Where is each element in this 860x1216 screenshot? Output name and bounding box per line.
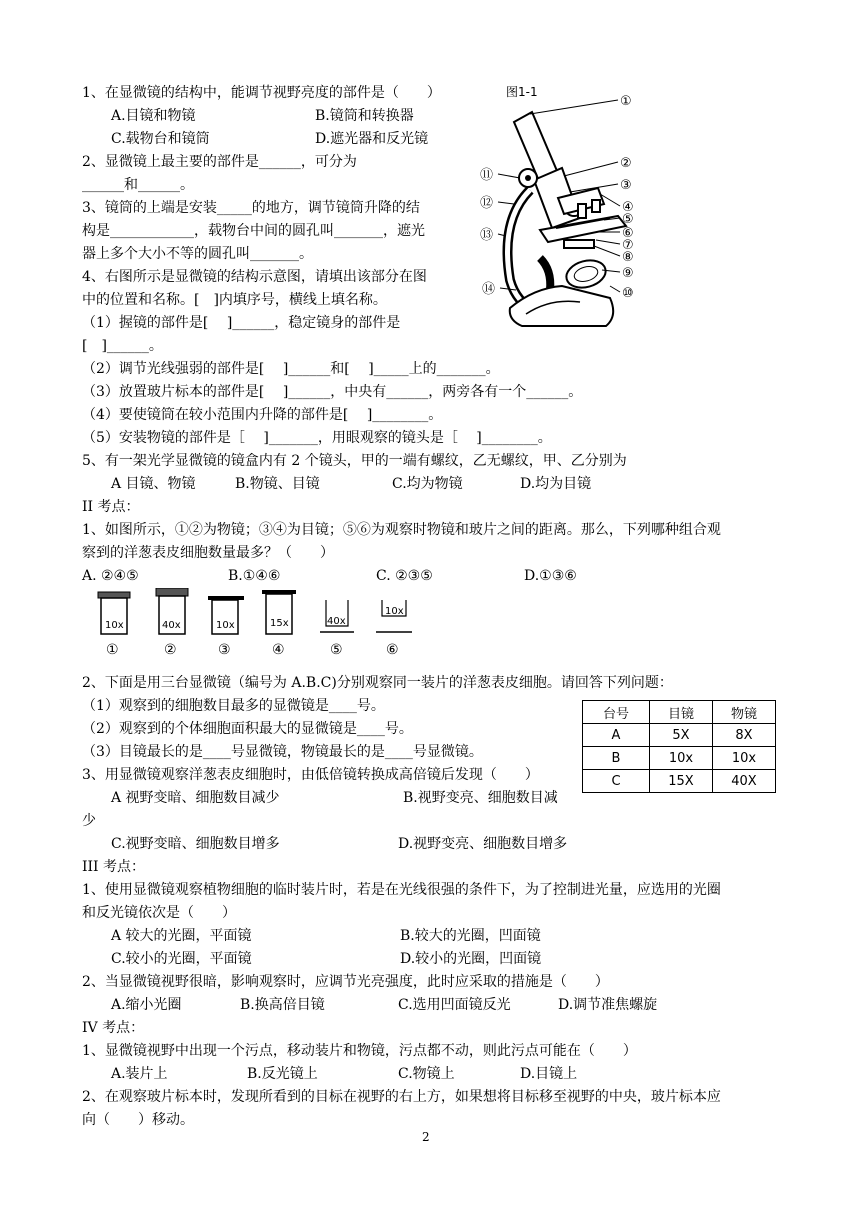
lens-number-4: ④: [272, 642, 285, 658]
option-a: A.装片上: [111, 1066, 168, 1082]
label-12: ⑫: [480, 196, 494, 211]
label-11: ⑪: [480, 168, 494, 183]
label-3: ③: [620, 178, 632, 193]
text-line: 2、在观察玻片标本时，发现所看到的目标在视野的右上方，如果想将目标移至视野的中央，玻片标本应: [82, 1089, 721, 1105]
label-7: ⑦: [622, 238, 634, 253]
text-line: 中的位置和名称。[ ]内填序号，横线上填名称。: [82, 292, 387, 308]
table-cell: 8X: [713, 724, 776, 747]
section-heading: II 考点：: [82, 499, 140, 515]
option-d: D.均为目镜: [520, 476, 592, 492]
option-c: C.物镜上: [398, 1066, 455, 1082]
text-line: （4）要使镜筒在较小范围内升降的部件是[ ]________。: [82, 407, 443, 423]
lens-label-1: 10x: [105, 620, 124, 631]
lens-label-5: 40x: [327, 616, 346, 627]
option-b: B.镜筒和转换器: [315, 108, 414, 124]
text-line: [ ]______。: [82, 338, 163, 354]
text-line: 少: [82, 813, 96, 829]
page-number: 2: [422, 1130, 430, 1144]
text-line: 1、在显微镜的结构中，能调节视野亮度的部件是（ ）: [82, 85, 441, 101]
lens-label-4: 15x: [270, 618, 289, 629]
option-c: C. ②③⑤: [376, 568, 433, 584]
lens-figure: [90, 588, 430, 660]
text-line: 4、右图所示是显微镜的结构示意图，请填出该部分在图: [82, 269, 427, 285]
option-b: B.视野变亮、细胞数目减: [403, 790, 558, 806]
lens-number-3: ③: [218, 642, 231, 658]
text-line: 器上多个大小不等的圆孔叫_______。: [82, 246, 313, 262]
label-10: ⑩: [622, 286, 634, 301]
text-line: 1、如图所示，①②为物镜；③④为目镜；⑤⑥为观察时物镜和玻片之间的距离。那么，下列哪种组合观: [82, 522, 721, 538]
option-a: A 视野变暗、细胞数目减少: [111, 790, 280, 806]
text-line: 2、当显微镜视野很暗，影响观察时，应调节光亮强度，此时应采取的措施是（ ）: [82, 974, 609, 990]
option-d: D.视野变亮、细胞数目增多: [398, 836, 568, 852]
table-header: 目镜: [650, 701, 713, 724]
lens-number-6: ⑥: [386, 642, 399, 658]
table-cell: 40X: [713, 770, 776, 793]
table-cell: 15X: [650, 770, 713, 793]
table-row: [583, 747, 776, 770]
text-line: （1）握镜的部件是[ ]______，稳定镜身的部件是: [82, 315, 401, 331]
option-d: D.目镜上: [520, 1066, 578, 1082]
table-header: 台号: [583, 701, 650, 724]
option-a: A 目镜、物镜: [111, 476, 196, 492]
option-b: B.反光镜上: [247, 1066, 318, 1082]
text-line: 2、下面是用三台显微镜（编号为 A.B.C)分别观察同一装片的洋葱表皮细胞。请回答下列问题：: [82, 675, 673, 691]
microscope-table: [582, 700, 776, 793]
table-header: 物镜: [713, 701, 776, 724]
label-14: ⑭: [482, 282, 496, 297]
table-row: [583, 724, 776, 747]
text-line: 1、使用显微镜观察植物细胞的临时装片时，若是在光线很强的条件下，为了控制进光量，应选用的光圈: [82, 882, 721, 898]
text-line: 和反光镜依次是（ ）: [82, 905, 236, 921]
section-heading: III 考点：: [82, 859, 146, 875]
option-a: A.目镜和物镜: [111, 108, 196, 124]
label-2: ②: [620, 156, 632, 171]
option-c: C.较小的光圈，平面镜: [111, 951, 252, 967]
text-line: 构是____________，载物台中间的圆孔叫_______，遮光: [82, 223, 425, 239]
table-cell: A: [583, 724, 650, 747]
table-row: [583, 770, 776, 793]
section-heading: IV 考点：: [82, 1020, 145, 1036]
option-c: C.选用凹面镜反光: [398, 997, 511, 1013]
table-cell: B: [583, 747, 650, 770]
lens-label-2: 40x: [162, 620, 181, 631]
option-b: B.①④⑥: [228, 568, 281, 584]
option-b: B.换高倍目镜: [240, 997, 325, 1013]
option-d: D.①③⑥: [524, 568, 577, 584]
text-line: 向（ ）移动。: [82, 1112, 194, 1128]
label-5: ⑤: [622, 212, 634, 227]
figure-caption: 图1-1: [506, 85, 538, 99]
text-line: 察到的洋葱表皮细胞数量最多？（ ）: [82, 545, 334, 561]
option-a: A.缩小光圈: [111, 997, 182, 1013]
text-line: （3）放置玻片标本的部件是[ ]______，中央有______，两旁各有一个______。: [82, 384, 583, 400]
option-d: D.较小的光圈，凹面镜: [400, 951, 542, 967]
lens-number-5: ⑤: [330, 642, 343, 658]
option-c: C.载物台和镜筒: [111, 131, 210, 147]
label-4: ④: [622, 200, 634, 215]
microscope-diagram: [470, 80, 685, 348]
label-9: ⑨: [622, 266, 634, 281]
label-8: ⑧: [622, 250, 634, 265]
text-line: （1）观察到的细胞数目最多的显微镜是____号。: [82, 698, 385, 714]
lens-number-1: ①: [106, 642, 119, 658]
table-cell: 5X: [650, 724, 713, 747]
option-a: A. ②④⑤: [82, 568, 139, 584]
text-line: （3）目镜最长的是____号显微镜，物镜最长的是____号显微镜。: [82, 744, 483, 760]
option-d: D.遮光器和反光镜: [315, 131, 429, 147]
table-cell: 10x: [650, 747, 713, 770]
text-line: （2）观察到的个体细胞面积最大的显微镜是____号。: [82, 721, 413, 737]
label-1: ①: [620, 94, 632, 109]
option-a: A 较大的光圈，平面镜: [111, 928, 252, 944]
text-line: ______和______。: [82, 177, 194, 193]
lens-label-6: 10x: [385, 606, 404, 617]
label-13: ⑬: [480, 228, 494, 243]
text-line: （2）调节光线强弱的部件是[ ]______和[ ]_____上的_______。: [82, 361, 500, 377]
text-line: 1、显微镜视野中出现一个污点，移动装片和物镜，污点都不动，则此污点可能在（ ）: [82, 1043, 637, 1059]
table-cell: C: [583, 770, 650, 793]
option-d: D.调节准焦螺旋: [558, 997, 658, 1013]
lens-number-2: ②: [164, 642, 177, 658]
option-b: B.较大的光圈，凹面镜: [400, 928, 541, 944]
label-6: ⑥: [622, 226, 634, 241]
option-b: B.物镜、目镜: [235, 476, 320, 492]
text-line: 3、镜筒的上端是安装_____的地方，调节镜筒升降的结: [82, 200, 420, 216]
text-line: 2、显微镜上最主要的部件是______，可分为: [82, 154, 357, 170]
text-line: （5）安装物镜的部件是［ ]_______，用眼观察的镜头是［ ]________。: [82, 430, 552, 446]
text-line: 3、用显微镜观察洋葱表皮细胞时，由低倍镜转换成高倍镜后发现（ ）: [82, 767, 539, 783]
table-header-row: [583, 701, 776, 724]
text-line: 5、有一架光学显微镜的镜盒内有 2 个镜头，甲的一端有螺纹，乙无螺纹，甲、乙分别为: [82, 453, 627, 469]
lens-label-3: 10x: [216, 620, 235, 631]
table-cell: 10x: [713, 747, 776, 770]
option-c: C.均为物镜: [392, 476, 463, 492]
option-c: C.视野变暗、细胞数目增多: [111, 836, 280, 852]
